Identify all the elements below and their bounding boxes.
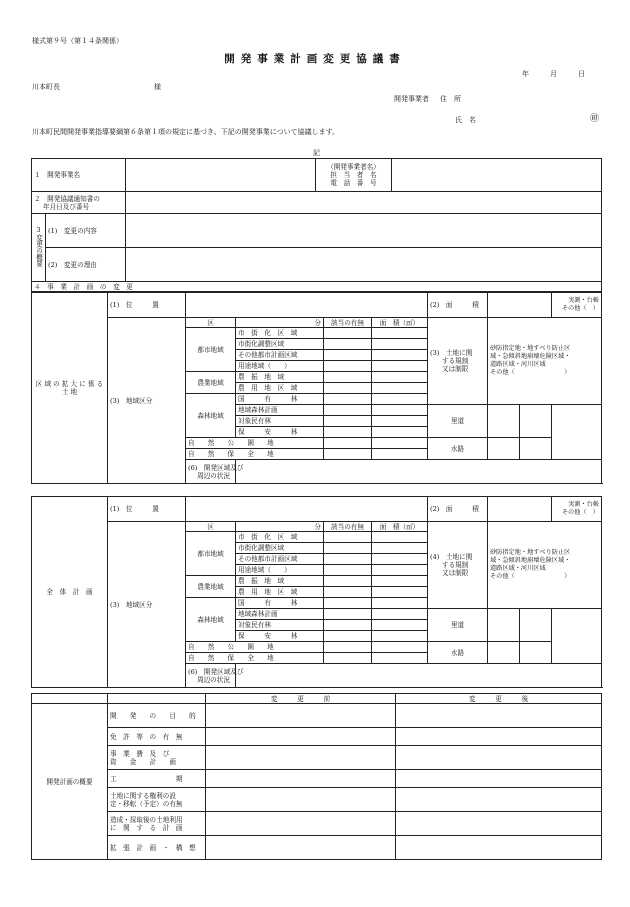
road-label: 里道 (428, 405, 488, 438)
contact-labels: （開発事業者名） 担 当 者 名 電 話 番 号 (316, 159, 392, 192)
zone-check[interactable] (324, 383, 372, 394)
outline-hdr-blank (32, 694, 108, 704)
zone-check[interactable] (324, 394, 372, 405)
project-name-value[interactable] (126, 159, 316, 192)
regulation-label: (3) 土地に関 する規制 又は制限 (428, 318, 488, 405)
outline-item: 開 発 の 目 的 (108, 704, 206, 728)
road-process[interactable] (520, 609, 552, 642)
area-value[interactable] (488, 293, 552, 318)
water-process[interactable] (520, 642, 552, 664)
notice-date-value[interactable] (126, 192, 602, 214)
zone-area[interactable] (372, 609, 428, 620)
before-value[interactable] (206, 836, 396, 860)
seal-mark: ㊞ (590, 114, 600, 124)
zone-check[interactable] (324, 587, 372, 598)
zone-item: 保 安 林 (236, 427, 324, 438)
zone-label: (3) 地域区分 (108, 318, 186, 484)
zone-item: 自 然 公 園 地 (186, 438, 324, 449)
zone-item: その他都市計画区域 (236, 554, 324, 565)
zone-check[interactable] (324, 631, 372, 642)
before-value[interactable] (206, 812, 396, 836)
outline-item: 土地に関する権利の設 定・移転（予定）の有無 (108, 788, 206, 812)
zone-area[interactable] (372, 620, 428, 631)
zone-item: 農 用 地 区 域 (236, 587, 324, 598)
road-has[interactable] (488, 405, 520, 438)
zone-check[interactable] (324, 532, 372, 543)
forest-region: 森林地域 (186, 394, 236, 438)
zone-area[interactable] (372, 449, 428, 460)
zone-item: 国 有 林 (236, 598, 324, 609)
zone-item: 自 然 公 園 地 (186, 642, 324, 653)
after-header: 変 更 後 (396, 694, 602, 704)
agri-region: 農業地域 (186, 576, 236, 598)
forest-region: 森林地域 (186, 598, 236, 642)
form-table-top (31, 158, 602, 292)
zone-check[interactable] (324, 350, 372, 361)
zone-check[interactable] (324, 576, 372, 587)
road-label: 里道 (428, 609, 488, 642)
plan-outline-label: 開発計画の概要 (32, 704, 108, 860)
zone-item: 農 振 地 域 (236, 576, 324, 587)
zone-item: 地域森林計画 (236, 609, 324, 620)
zone-area[interactable] (372, 576, 428, 587)
zone-check[interactable] (324, 642, 372, 653)
after-value[interactable] (396, 770, 602, 788)
zone-check[interactable] (324, 405, 372, 416)
zone-check[interactable] (324, 449, 372, 460)
zone-area[interactable] (372, 565, 428, 576)
zone-hdr-has: 該当の有無 (324, 522, 372, 532)
notice-date-label: ２ 開発協議通知書の 年月日及び番号 (32, 192, 126, 214)
road-process[interactable] (520, 405, 552, 438)
zone-area[interactable] (372, 372, 428, 383)
after-value[interactable] (396, 704, 602, 728)
outline-item: 工 期 (108, 770, 206, 788)
environment-value[interactable] (236, 460, 602, 484)
project-name-label: １ 開発事業名 (32, 159, 126, 192)
zone-area[interactable] (372, 361, 428, 372)
outline-item: 免 許 等 の 有 無 (108, 728, 206, 746)
agri-region: 農業地域 (186, 372, 236, 394)
document-title: 開発事業計画変更協議書 (224, 53, 406, 65)
zone-check[interactable] (324, 609, 372, 620)
environment-label: (6) 開発区域及び 周辺の状況 (186, 460, 236, 484)
zone-area[interactable] (372, 587, 428, 598)
plan-change-heading: ４ 事 業 計 画 の 変 更 (32, 282, 602, 292)
outline-item: 拡 張 計 画 ・ 構 想 (108, 836, 206, 860)
zone-check[interactable] (324, 427, 372, 438)
zone-item: 自 然 保 全 地 (186, 653, 324, 664)
zone-item: 国 有 林 (236, 394, 324, 405)
addressee: 川本町長 (32, 83, 60, 91)
position-label: (1) 位 置 (108, 497, 186, 522)
survey-type: 実測・台帳 その他（ ） (552, 497, 602, 522)
zone-check[interactable] (324, 416, 372, 427)
before-value[interactable] (206, 770, 396, 788)
road-has[interactable] (488, 609, 520, 642)
zone-area[interactable] (372, 394, 428, 405)
zone-area[interactable] (372, 383, 428, 394)
change-content-label: (1) 変更の内容 (46, 214, 126, 248)
section-overall (31, 496, 602, 688)
zone-item: 用途地域（ ） (236, 565, 324, 576)
zone-hdr-area: 面 積（㎡） (372, 318, 428, 328)
zone-hdr-bun: 分 (236, 522, 324, 532)
environment-value[interactable] (236, 664, 602, 688)
contact-value[interactable] (392, 159, 602, 192)
intro-text: 川本町民間開発事業指導要綱第６条第１項の規定に基づき、下記の開発事業について協議します。 (32, 128, 340, 136)
before-value[interactable] (206, 788, 396, 812)
zone-check[interactable] (324, 653, 372, 664)
form-number: 様式第９号（第１４条関係） (32, 37, 123, 45)
zone-item: 地域森林計画 (236, 405, 324, 416)
zone-item: その他都市計画区域 (236, 350, 324, 361)
zone-hdr-area: 面 積（㎡） (372, 522, 428, 532)
zone-area[interactable] (372, 532, 428, 543)
zone-item: 保 安 林 (236, 631, 324, 642)
zone-item: 用途地域（ ） (236, 361, 324, 372)
zone-check[interactable] (324, 361, 372, 372)
regulation-text: 砂防指定地・地すべり防止区 域・急傾斜地崩壊危険区域・ 道路区域・河川区域 その他（ ） (488, 318, 602, 405)
area-value[interactable] (488, 497, 552, 522)
before-header: 変 更 前 (206, 694, 396, 704)
after-value[interactable] (396, 788, 602, 812)
ki-heading: 記 (313, 149, 320, 157)
change-content-value[interactable] (126, 214, 602, 248)
applicant-label: 開発事業者 (394, 95, 429, 103)
city-region: 都市地域 (186, 328, 236, 372)
address-label: 住 所 (440, 95, 461, 103)
after-value[interactable] (396, 812, 602, 836)
zone-check[interactable] (324, 565, 372, 576)
zone-item: 市 街 化 区 域 (236, 532, 324, 543)
zone-check[interactable] (324, 339, 372, 350)
area-label: (2) 面 積 (428, 293, 488, 318)
honorific: 様 (154, 83, 161, 91)
water-has[interactable] (488, 438, 520, 460)
zone-check[interactable] (324, 598, 372, 609)
zone-area[interactable] (372, 427, 428, 438)
zone-hdr-has: 該当の有無 (324, 318, 372, 328)
zone-area[interactable] (372, 350, 428, 361)
section-expansion (31, 292, 602, 484)
regulation-text: 砂防指定地・地すべり防止区 域・急傾斜地崩壊危険区域・ 道路区域・河川区域 その他（ ） (488, 522, 602, 609)
zone-item: 農 用 地 区 域 (236, 383, 324, 394)
water-label: 水路 (428, 642, 488, 664)
zone-area[interactable] (372, 543, 428, 554)
zone-check[interactable] (324, 543, 372, 554)
zone-item: 自 然 保 全 地 (186, 449, 324, 460)
area-label: (2) 面 積 (428, 497, 488, 522)
position-label: (1) 位 置 (108, 293, 186, 318)
zone-area[interactable] (372, 631, 428, 642)
zone-hdr-bun: 分 (236, 318, 324, 328)
zone-area[interactable] (372, 642, 428, 653)
zone-check[interactable] (324, 328, 372, 339)
zone-area[interactable] (372, 328, 428, 339)
zone-label: (3) 地域区分 (108, 522, 186, 688)
zone-hdr-ku: 区 (186, 318, 236, 328)
section-b-label: 全 体 計 画 (32, 497, 108, 688)
zone-item: 市 街 化 区 域 (236, 328, 324, 339)
water-has[interactable] (488, 642, 520, 664)
name-label: 氏 名 (455, 116, 476, 124)
zone-item: 市街化調整区域 (236, 339, 324, 350)
zone-area[interactable] (372, 598, 428, 609)
regulation-label: (4) 土地に関 する規制 又は制限 (428, 522, 488, 609)
before-value[interactable] (206, 746, 396, 770)
outline-item: 事 業 費 及 び 資 金 計 画 (108, 746, 206, 770)
zone-area[interactable] (372, 653, 428, 664)
water-process[interactable] (520, 438, 552, 460)
city-region: 都市地域 (186, 532, 236, 576)
zone-item: 農 振 地 域 (236, 372, 324, 383)
outline-item: 造成・採取後の土地利用 に 関 す る 計 画 (108, 812, 206, 836)
after-value[interactable] (396, 728, 602, 746)
zone-check[interactable] (324, 554, 372, 565)
before-value[interactable] (206, 728, 396, 746)
zone-check[interactable] (324, 372, 372, 383)
zone-check[interactable] (324, 620, 372, 631)
outline-hdr-blank (108, 694, 206, 704)
zone-item: 対象民有林 (236, 416, 324, 427)
position-value[interactable] (186, 293, 428, 318)
zone-area[interactable] (372, 339, 428, 350)
position-value[interactable] (186, 497, 428, 522)
environment-label: (6) 開発区域及び 周辺の状況 (186, 664, 236, 688)
zone-area[interactable] (372, 416, 428, 427)
before-value[interactable] (206, 704, 396, 728)
zone-area[interactable] (372, 554, 428, 565)
zone-check[interactable] (324, 438, 372, 449)
change-reason-value[interactable] (126, 248, 602, 282)
change-reason-label: (2) 変更の理由 (46, 248, 126, 282)
zone-hdr-ku: 区 (186, 522, 236, 532)
after-value[interactable] (396, 746, 602, 770)
zone-item: 対象民有林 (236, 620, 324, 631)
zone-area[interactable] (372, 405, 428, 416)
survey-type: 実測・台帳 その他（ ） (552, 293, 602, 318)
water-label: 水路 (428, 438, 488, 460)
section-a-label: 区 域 の 拡 大 に 係 る 土 地 (32, 293, 108, 484)
after-value[interactable] (396, 836, 602, 860)
plan-outline-table (31, 693, 602, 860)
zone-item: 市街化調整区域 (236, 543, 324, 554)
change-summary-label: 3変更の概要 (32, 214, 46, 282)
date-line: 年 月 日 (522, 70, 585, 78)
zone-area[interactable] (372, 438, 428, 449)
